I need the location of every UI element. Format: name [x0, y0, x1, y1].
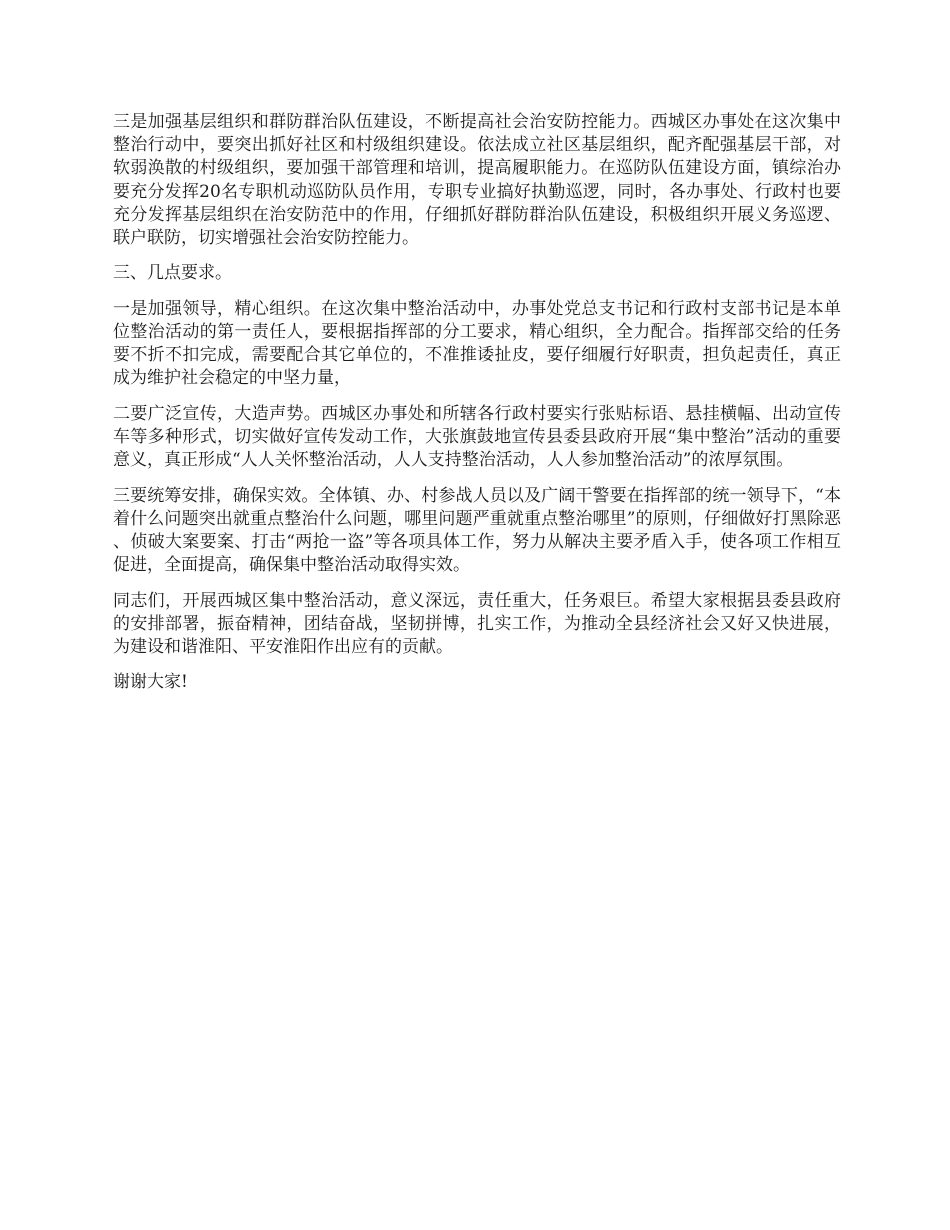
paragraph-leadership: 一是加强领导，精心组织。在这次集中整治活动中，办事处党总支书记和行政村支部书记是本单位整治活动的第一责任人，要根据指挥部的分工要求，精心组织，全力配合。指挥部交给的任务要不折不扣完成，需要配合其它单位的，不准推诿扯皮，要仔细履行好职责，担负起责任，真正成为维护社会稳定的中坚力量， [113, 298, 841, 389]
paragraph-coordination: 三要统筹安排，确保实效。全体镇、办、村参战人员以及广阔干警要在指挥部的统一领导下，“本着什么问题突出就重点整治什么问题，哪里问题严重就重点整治哪里”的原则，仔细做好打黑除恶、侦破大案要案、打击“两抢一盗”等各项具体工作，努力从解决主要矛盾入手，使各项工作相互促进，全面提高，确保集中整治活动取得实效。 [113, 485, 841, 576]
paragraph-publicity: 二要广泛宣传，大造声势。西城区办事处和所辖各行政村要实行张贴标语、悬挂横幅、出动宣传车等多种形式，切实做好宣传发动工作，大张旗鼓地宣传县委县政府开展“集中整治”活动的重要意义，真正形成“人人关怀整治活动，人人支持整治活动，人人参加整治活动”的浓厚氛围。 [113, 403, 841, 471]
paragraph-community-security: 三是加强基层组织和群防群治队伍建设，不断提高社会治安防控能力。西城区办事处在这次集中整治行动中，要突出抓好社区和村级组织建设。依法成立社区基层组织，配齐配强基层干部，对软弱涣散的村级组织，要加强干部管理和培训，提高履职能力。在巡防队伍建设方面，镇综治办要充分发挥20名专职机动巡防队员作用，专职专业搞好执勤巡逻，同时，各办事处、行政村也要充分发挥基层组织在治安防范中的作用，仔细抓好群防群治队伍建设，积极组织开展义务巡逻、联户联防，切实增强社会治安防控能力。 [113, 112, 841, 249]
paragraph-thanks: 谢谢大家! [113, 672, 188, 693]
section-heading-requirements: 三、几点要求。 [113, 263, 232, 284]
document-body [113, 111, 841, 707]
paragraph-closing-remarks: 同志们，开展西城区集中整治活动，意义深远，责任重大，任务艰巨。希望大家根据县委县政府的安排部署，振奋精神，团结奋战，坚韧拼博，扎实工作，为推动全县经济社会又好又快进展，为建设和谐淮阳、平安淮阳作出应有的贡献。 [113, 590, 841, 657]
